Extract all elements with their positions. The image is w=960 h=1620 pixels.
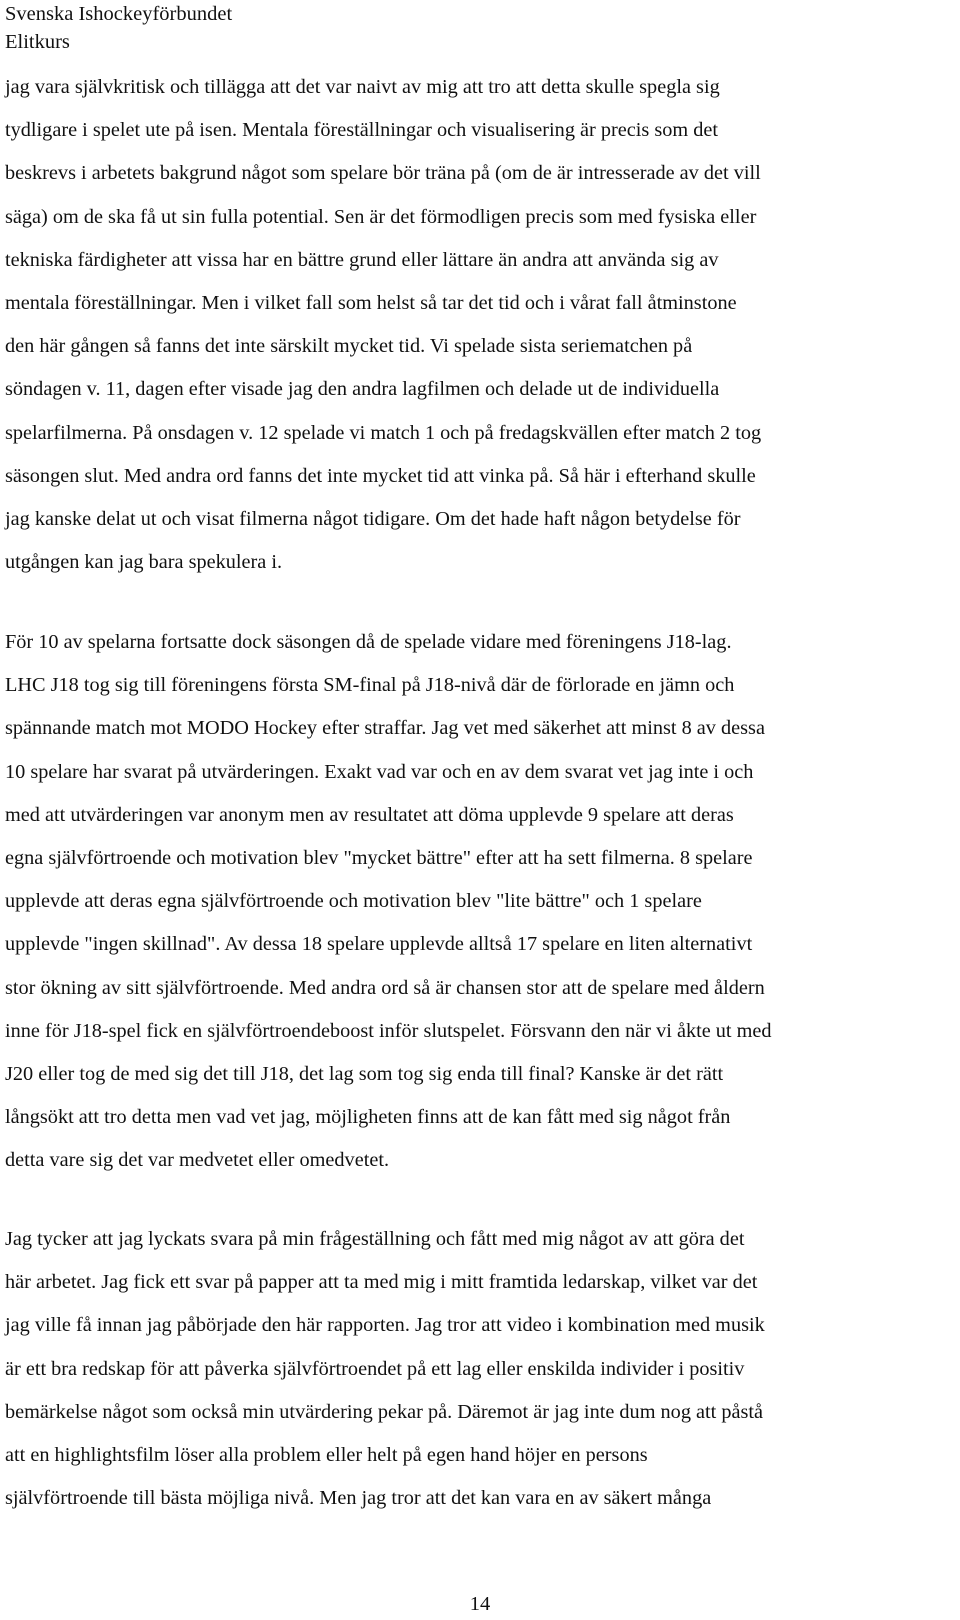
text-line: söndagen v. 11, dagen efter visade jag den andra lagfilmen och delade ut de individuella — [5, 378, 720, 401]
text-line: jag ville få innan jag påbörjade den här rapporten. Jag tror att video i kombination med musik — [5, 1314, 765, 1337]
text-line: För 10 av spelarna fortsatte dock säsongen då de spelade vidare med föreningens J18-lag. — [5, 631, 732, 653]
text-line: spännande match mot MODO Hockey efter straffar. Jag vet med säkerhet att minst 8 av dessa — [5, 717, 765, 740]
text-line: säsongen slut. Med andra ord fanns det inte mycket tid att vinka på. Så här i efterhand skulle — [5, 464, 756, 487]
text-line: tekniska färdigheter att vissa har en bättre grund eller lättare än andra att använda sig av — [5, 248, 719, 271]
text-line: 10 spelare har svarat på utvärderingen. Exakt vad var och en av dem svarat vet jag inte i och — [5, 760, 754, 783]
text-line: upplevde att deras egna självförtroende och motivation blev "lite bättre" och 1 spelare — [5, 890, 702, 913]
paragraph-3 — [5, 1218, 945, 1520]
text-line: jag vara självkritisk och tillägga att det var naivt av mig att tro att detta skulle spegla sig — [5, 76, 720, 98]
text-line: att en highlightsfilm löser alla problem eller helt på egen hand höjer en persons — [5, 1443, 648, 1466]
paragraph-2 — [5, 621, 945, 1182]
header-organization: Svenska Ishockeyförbundet — [5, 3, 233, 25]
text-line: jag kanske delat ut och visat filmerna något tidigare. Om det hade haft någon betydelse för — [5, 507, 741, 530]
text-line: inne för J18-spel fick en självförtroendeboost inför slutspelet. Försvann den när vi åkte ut med — [5, 1019, 772, 1042]
text-line: egna självförtroende och motivation blev "mycket bättre" efter att ha sett filmerna. 8 spelare — [5, 846, 753, 869]
text-line: säga) om de ska få ut sin fulla potential. Sen är det förmodligen precis som med fysiska eller — [5, 205, 757, 228]
text-line: med att utvärderingen var anonym men av resultatet att döma upplevde 9 spelare att deras — [5, 803, 734, 826]
text-line: bemärkelse något som också min utvärdering pekar på. Däremot är jag inte dum nog att påstå — [5, 1400, 764, 1423]
text-line: beskrevs i arbetets bakgrund något som spelare bör träna på (om de är intresserade av det vill — [5, 162, 761, 185]
text-line: mentala föreställningar. Men i vilket fall som helst så tar det tid och i vårat fall åtminstone — [5, 291, 737, 314]
running-header — [5, 0, 232, 56]
page-number: 14 — [469, 1593, 491, 1615]
text-line: Jag tycker att jag lyckats svara på min frågeställning och fått med mig något av att göra det — [5, 1228, 745, 1250]
header-course: Elitkurs — [5, 31, 70, 53]
text-line: är ett bra redskap för att påverka självförtroendet på ett lag eller enskilda individer i positiv — [5, 1357, 745, 1380]
text-line: här arbetet. Jag fick ett svar på papper att ta med mig i mitt framtida ledarskap, vilket var det — [5, 1271, 758, 1294]
text-line: tydligare i spelet ute på isen. Mentala föreställningar och visualisering är precis som det — [5, 119, 719, 142]
text-line: den här gången så fanns det inte särskilt mycket tid. Vi spelade sista seriematchen på — [5, 335, 693, 358]
text-line: långsökt att tro detta men vad vet jag, möjligheten finns att de kan fått med sig något från — [5, 1106, 731, 1129]
paragraph-1 — [5, 66, 945, 584]
text-line: LHC J18 tog sig till föreningens första SM-final på J18-nivå där de förlorade en jämn och — [5, 674, 735, 697]
text-line: spelarfilmerna. På onsdagen v. 12 spelade vi match 1 och på fredagskvällen efter match 2 tog — [5, 421, 762, 444]
text-line: utgången kan jag bara spekulera i. — [5, 551, 283, 574]
text-line: upplevde "ingen skillnad". Av dessa 18 spelare upplevde alltså 17 spelare en liten alternativt — [5, 933, 753, 956]
text-line: J20 eller tog de med sig det till J18, det lag som tog sig enda till final? Kanske är det rätt — [5, 1062, 724, 1085]
text-line: stor ökning av sitt självförtroende. Med andra ord så är chansen stor att de spelare med åldern — [5, 976, 765, 999]
text-line: detta vare sig det var medvetet eller omedvetet. — [5, 1149, 390, 1172]
text-line: självförtroende till bästa möjliga nivå. Men jag tror att det kan vara en av säkert många — [5, 1487, 712, 1510]
